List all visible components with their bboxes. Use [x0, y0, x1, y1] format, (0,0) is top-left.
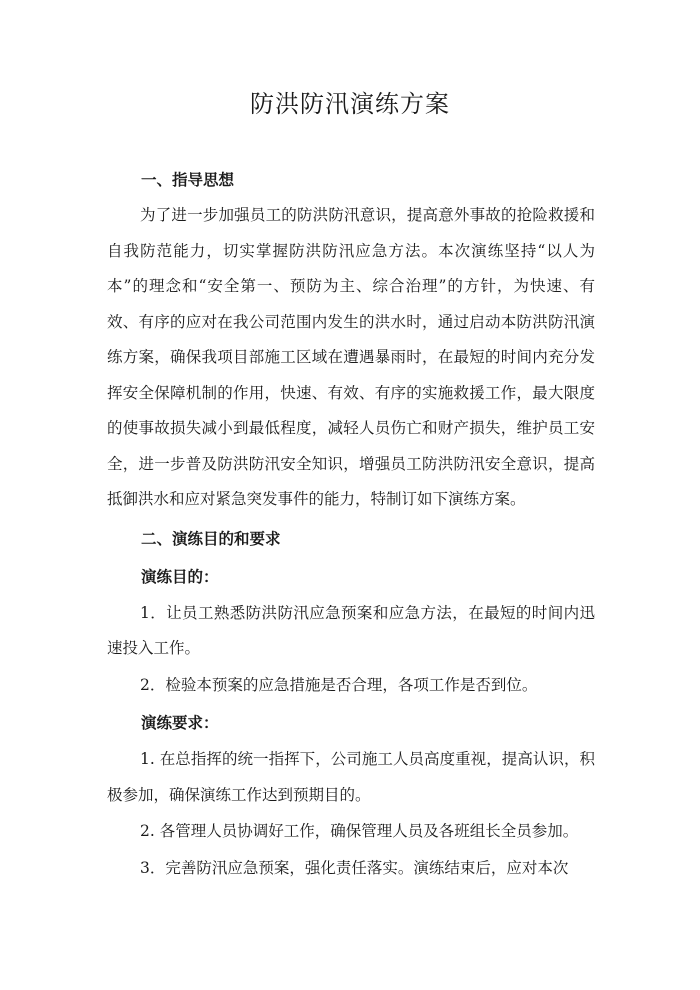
subheading-drill-requirements: 演练要求： — [141, 714, 219, 732]
requirement-item-3: 3．完善防汛应急预案，强化责任落实。演练结束后，应对本次 — [140, 858, 569, 877]
document-title: 防洪防汛演练方案 — [250, 90, 450, 118]
document-body — [107, 162, 595, 886]
section-heading-guiding-ideology: 一、指导思想 — [141, 171, 235, 189]
purpose-item-1: 1．让员工熟悉防洪防汛应急预案和应急方法，在最短的时间内迅速投入工作。 — [107, 603, 595, 657]
purpose-item-2: 2．检验本预案的应急措施是否合理，各项工作是否到位。 — [140, 675, 538, 694]
requirement-item-2: 2. 各管理人员协调好工作，确保管理人员及各班组长全员参加。 — [140, 822, 579, 840]
requirement-item-1: 1. 在总指挥的统一指挥下，公司施工人员高度重视，提高认识，积极参加，确保演练工作达到预期目的。 — [107, 750, 595, 804]
subheading-drill-purpose: 演练目的： — [141, 567, 219, 586]
section-heading-purpose-and-requirements: 二、演练目的和要求 — [141, 529, 281, 548]
guiding-ideology-paragraph: 为了进一步加强员工的防洪防汛意识，提高意外事故的抢险救援和自我防范能力，切实掌握防洪防汛应急方法。本次演练坚持“以人为本”的理念和“安全第一、预防为主、综合治理”的方针，为快速、有效、有序的应对在我公司范围内发生的洪水时，通过启动本防洪防汛演练方案，确保我项目部施工区域在遭遇暴雨时，在最短的时间内充分发挥安全保障机制的作用，快速、有效、有序的实施救援工作，最大限度的使事故损失减小到最低程度，减轻人员伤亡和财产损失，维护员工安全，进一步普及防洪防汛安全知识，增强员工防洪防汛安全意识，提高抵御洪水和应对紧急突发事件的能力，特制订如下演练方案。 — [107, 206, 595, 508]
